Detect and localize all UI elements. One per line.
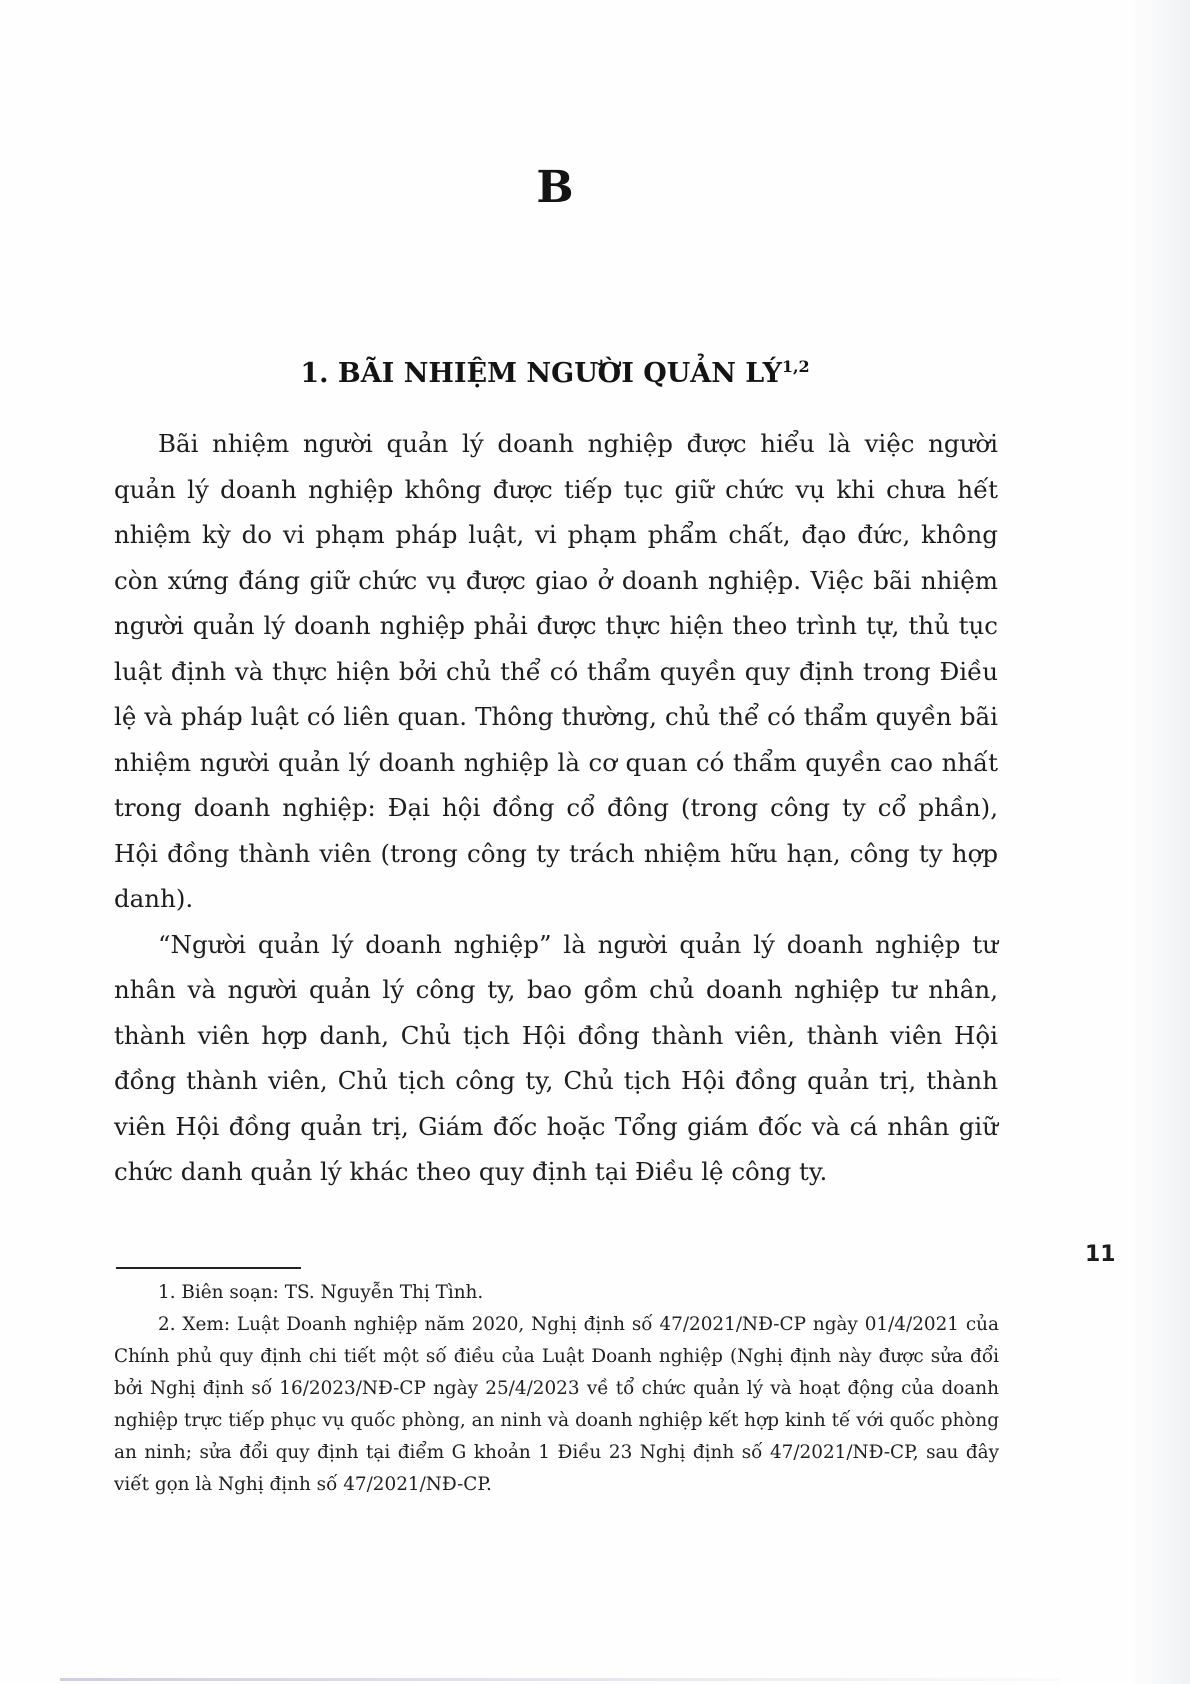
footnotes [114,1277,999,1501]
footnote: 1. Biên soạn: TS. Nguyễn Thị Tình. [158,1282,484,1303]
page-edge-shadow [1130,0,1190,1684]
footnote: 2. Xem: Luật Doanh nghiệp năm 2020, Nghị định số 47/2021/NĐ-CP ngày 01/4/2021 của Chính phủ quy định chi tiết một số điều của Luật Doanh nghiệp (Nghị định này được sửa đổi bởi Nghị định số 16/2023/NĐ-CP ngày 25/4/2023 về tổ chức quản lý và hoạt động của doanh nghiệp trực tiếp phục vụ quốc phòng, an ninh và doanh nghiệp kết hợp kinh tế với quốc phòng an ninh; sửa đổi quy định tại điểm G khoản 1 Điều 23 Nghị định số 47/2021/NĐ-CP, sau đây viết gọn là Nghị định số 47/2021/NĐ-CP. [114,1314,999,1495]
page-number: 11 [1085,1242,1116,1267]
scan-bottom-edge [60,1678,1060,1681]
body-paragraph: Bãi nhiệm người quản lý doanh nghiệp được hiểu là việc người quản lý doanh nghiệp không được tiếp tục giữ chức vụ khi chưa hết nhiệm kỳ do vi phạm pháp luật, vi phạm phẩm chất, đạo đức, không còn xứng đáng giữ chức vụ được giao ở doanh nghiệp. Việc bãi nhiệm người quản lý doanh nghiệp phải được thực hiện theo trình tự, thủ tục luật định và thực hiện bởi chủ thể có thẩm quyền quy định trong Điều lệ và pháp luật có liên quan. Thông thường, chủ thể có thẩm quyền bãi nhiệm người quản lý doanh nghiệp là cơ quan có thẩm quyền cao nhất trong doanh nghiệp: Đại hội đồng cổ đông (trong công ty cổ phần), Hội đồng thành viên (trong công ty trách nhiệm hữu hạn, công ty hợp danh). [114,429,998,913]
footnote-divider [116,1267,301,1269]
body-text [114,421,998,1195]
chapter-title [0,356,1110,392]
footnote-marks: 1,2 [781,357,810,376]
chapter-title-text: 1. BÃI NHIỆM NGƯỜI QUẢN LÝ [300,358,782,389]
body-paragraph: “Người quản lý doanh nghiệp” là người quản lý doanh nghiệp tư nhân và người quản lý công ty, bao gồm chủ doanh nghiệp tư nhân, thành viên hợp danh, Chủ tịch Hội đồng thành viên, thành viên Hội đồng thành viên, Chủ tịch công ty, Chủ tịch Hội đồng quản trị, thành viên Hội đồng quản trị, Giám đốc hoặc Tổng giám đốc và cá nhân giữ chức danh quản lý khác theo quy định tại Điều lệ công ty. [114,929,998,1186]
section-letter: B [536,162,574,213]
